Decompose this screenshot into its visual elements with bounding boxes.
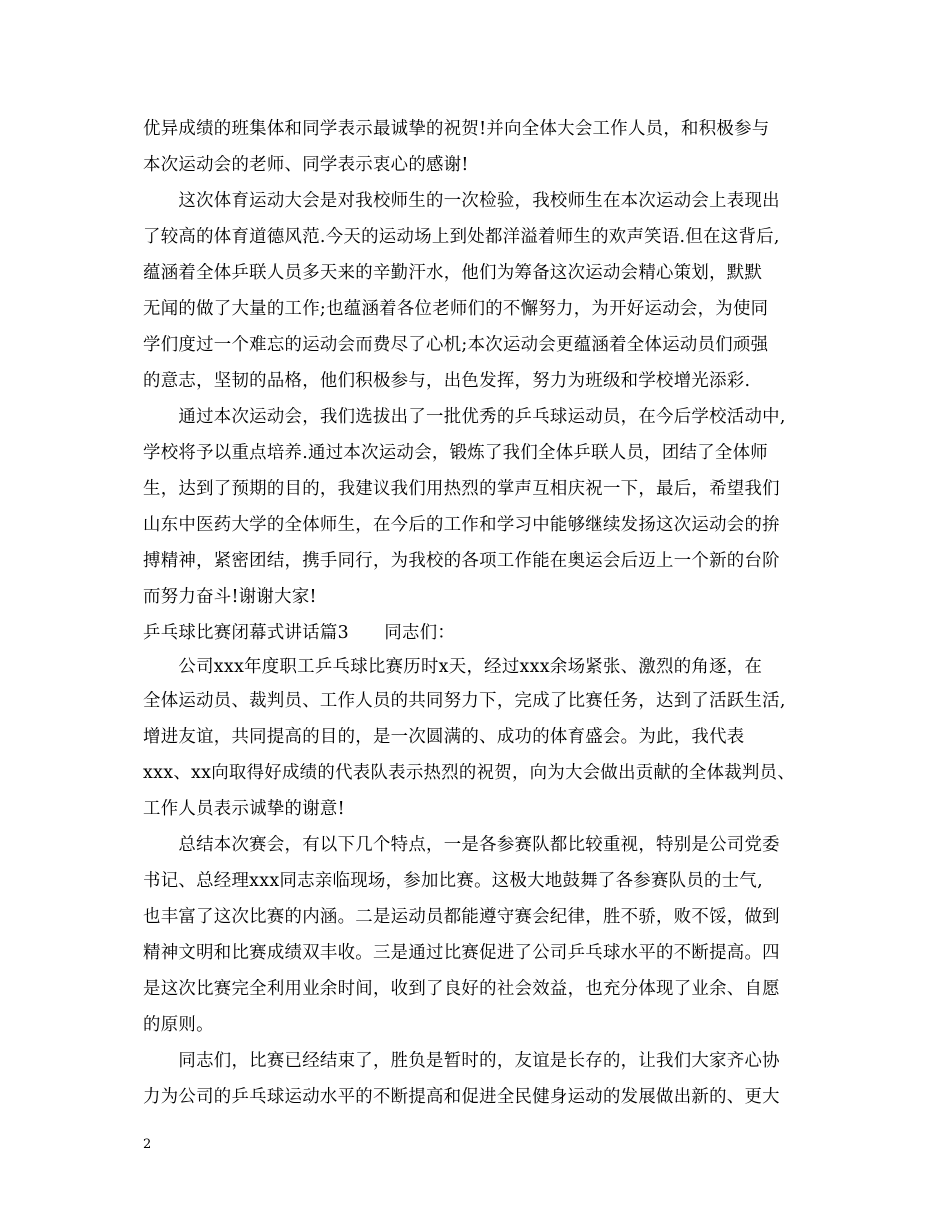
text-line: 优异成绩的班集体和同学表示最诚挚的祝贺!并向全体大会工作人员，和积极参与 [143,119,770,139]
text-line: 通过本次运动会，我们选拔出了一批优秀的乒乓球运动员，在今后学校活动中, [143,407,786,427]
section-heading: 乒乓球比赛闭幕式讲话篇3 同志们： [143,623,456,643]
text-line: 无闻的做了大量的工作;也蕴涵着各位老师们的不懈努力，为开好运动会，为使同 [143,299,769,319]
page-number: 2 [143,1137,152,1152]
text-line: 生，达到了预期的目的，我建议我们用热烈的掌声互相庆祝一下，最后，希望我们 [143,479,780,499]
text-line: 学们度过一个难忘的运动会而费尽了心机;本次运动会更蕴涵着全体运动员们顽强 [143,335,769,355]
text-line: 的意志，坚韧的品格，他们积极参与，出色发挥，努力为班级和学校增光添彩. [143,371,751,391]
text-line: 力为公司的乒乓球运动水平的不断提高和促进全民健身运动的发展做出新的、更大 [143,1087,780,1107]
text-line: 了较高的体育道德风范.今天的运动场上到处都洋溢着师生的欢声笑语.但在这背后, [143,227,780,247]
text-line: 搏精神，紧密团结，携手同行，为我校的各项工作能在奥运会后迈上一个新的台阶 [143,551,780,571]
text-line: xxx、xx向取得好成绩的代表队表示热烈的祝贺，向为大会做出贡献的全体裁判员、 [143,763,796,783]
text-line: 这次体育运动大会是对我校师生的一次检验，我校师生在本次运动会上表现出 [143,191,780,211]
text-line: 全体运动员、裁判员、工作人员的共同努力下，完成了比赛任务，达到了活跃生活, [143,691,786,711]
text-line: 公司xxx年度职工乒乓球比赛历时x天，经过xxx余场紧张、激烈的角逐，在 [143,657,763,677]
text-line: 也丰富了这次比赛的内涵。二是运动员都能遵守赛会纪律，胜不骄，败不馁，做到 [143,907,780,927]
text-line: 同志们，比赛已经结束了，胜负是暂时的，友谊是长存的，让我们大家齐心协 [143,1051,780,1071]
text-line: 的原则。 [143,1015,214,1035]
text-line: 总结本次赛会，有以下几个特点，一是各参赛队都比较重视，特别是公司党委 [143,835,780,855]
text-line: 工作人员表示诚挚的谢意! [143,799,345,819]
text-line: 而努力奋斗!谢谢大家! [143,587,317,607]
text-line: 山东中医药大学的全体师生，在今后的工作和学习中能够继续发扬这次运动会的拚 [143,515,780,535]
text-line: 本次运动会的老师、同学表示衷心的感谢! [143,155,469,175]
text-line: 书记、总经理xxx同志亲临现场，参加比赛。这极大地鼓舞了各参赛队员的士气, [143,871,763,891]
text-line: 是这次比赛完全利用业余时间，收到了良好的社会效益，也充分体现了业余、自愿 [143,979,780,999]
text-line: 蕴涵着全体乒联人员多天来的辛勤汗水，他们为筹备这次运动会精心策划，默默 [143,263,763,283]
text-line: 精神文明和比赛成绩双丰收。三是通过比赛促进了公司乒乓球水平的不断提高。四 [143,943,780,963]
text-line: 学校将予以重点培养.通过本次运动会，锻炼了我们全体乒联人员，团结了全体师 [143,443,769,463]
text-line: 增进友谊，共同提高的目的，是一次圆满的、成功的体育盛会。为此，我代表 [143,727,745,747]
